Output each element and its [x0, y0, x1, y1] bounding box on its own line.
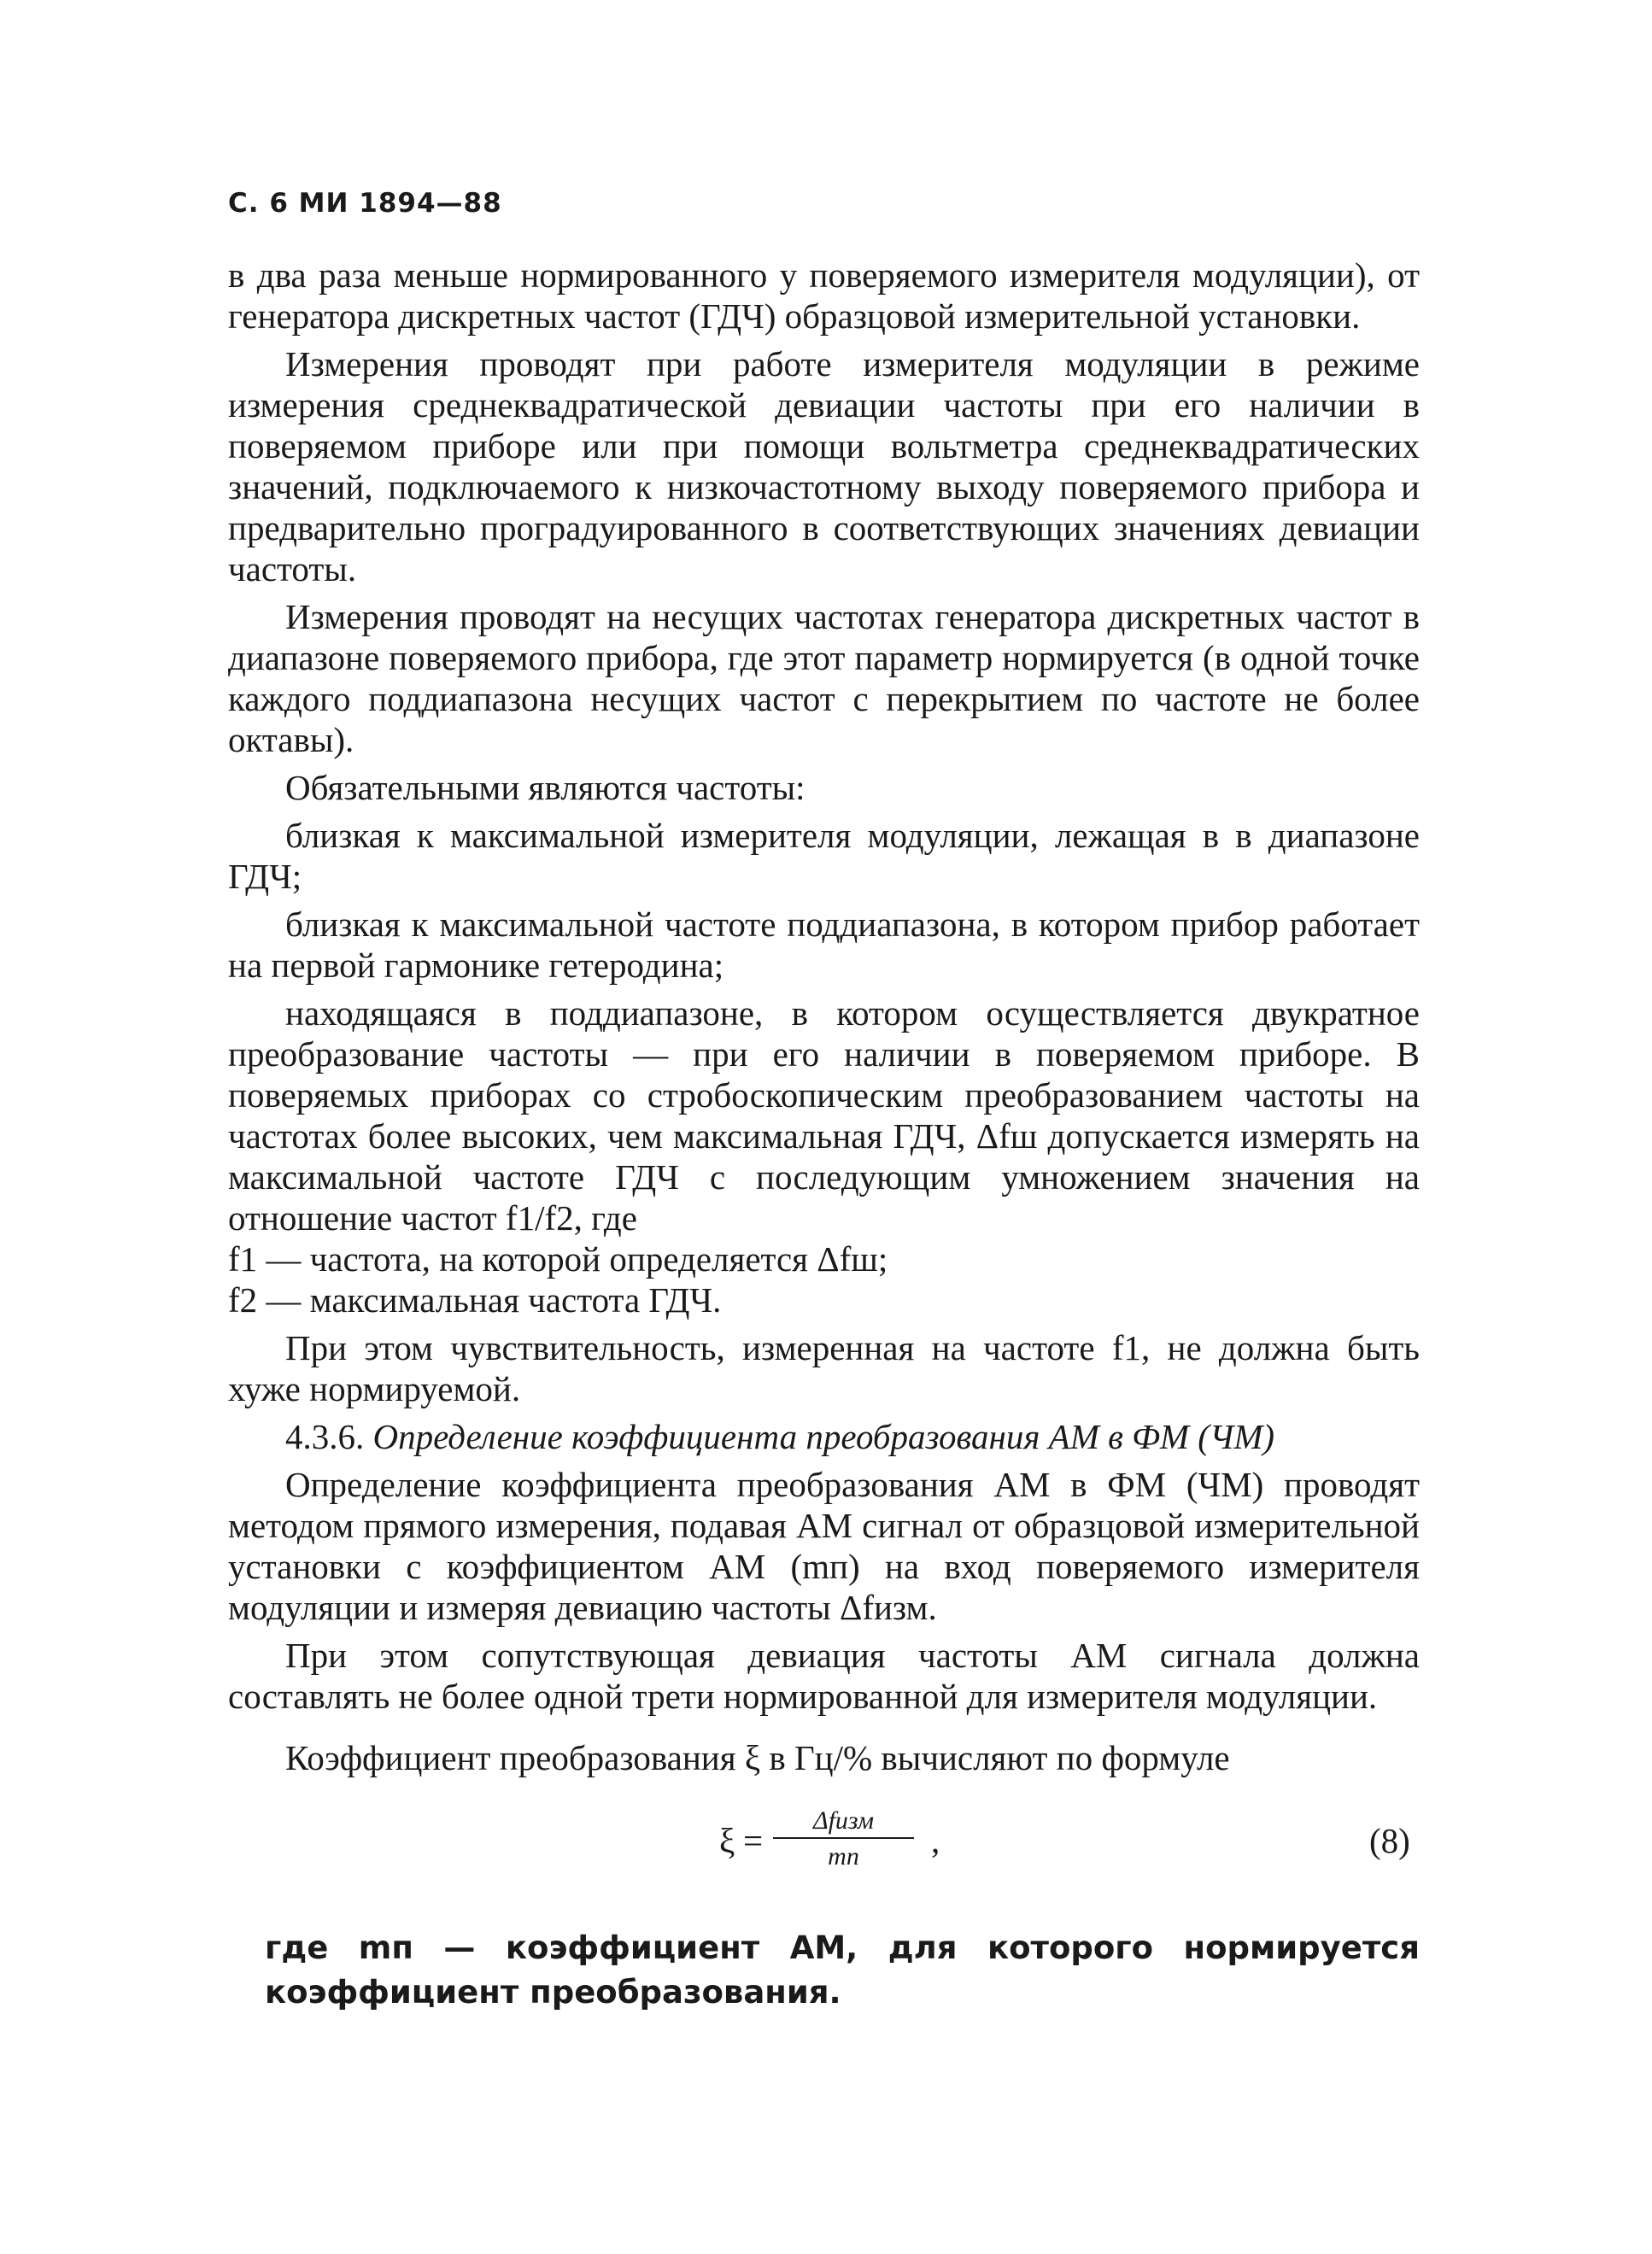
paragraph: Определение коэффициента преобразования АМ в ФМ (ЧМ) проводят методом прямого измерения, подавая АМ сигнал от образцовой измерительной установки с коэффициентом АМ (mп) на вход поверяемого измерителя модуляции и измеряя девиацию частоты Δfизм. — [228, 1465, 1420, 1627]
page-header: С. 6 МИ 1894—88 — [228, 188, 502, 219]
subsection-heading — [228, 1416, 1420, 1457]
list-item: находящаяся в поддиапазоне, в котором осуществляется двукратное преобразование частоты — при его наличии в поверяемом приборе. В поверяемых приборах со стробоскопическим преобразованием частоты на частотах более высоких, чем максимальная ГДЧ, Δfш допускается измерять на максимальной частоте ГДЧ с последующим умножением значения на отношение частот f1/f2, где — [228, 993, 1420, 1238]
subsection-number: 4.3.6. — [285, 1417, 365, 1456]
paragraph: Обязательными являются частоты: — [285, 768, 805, 807]
fraction-bar — [773, 1837, 914, 1839]
formula-where-clause: где mп — коэффициент АМ, для которого нормируется коэффициент преобразования. — [265, 1929, 1420, 2011]
formula-numerator: Δfизм — [812, 1806, 875, 1835]
formula-equals: = — [743, 1821, 764, 1860]
formula-comma: , — [931, 1821, 940, 1860]
body-text — [228, 255, 1420, 1778]
subsection-title: Определение коэффициента преобразования АМ в ФМ (ЧМ) — [372, 1417, 1275, 1456]
paragraph: в два раза меньше нормированного у поверяемого измерителя модуляции), от генератора дискретных частот (ГДЧ) образцовой измерительной установки. — [228, 255, 1420, 336]
list-item: близкая к максимальной частоте поддиапазона, в котором прибор работает на первой гармонике гетеродина; — [228, 905, 1420, 985]
paragraph: Измерения проводят на несущих частотах генератора дискретных частот в диапазоне поверяемого прибора, где этот параметр нормируется (в одной точке каждого поддиапазона несущих частот с перекрытием по частоте не более октавы). — [228, 597, 1420, 759]
paragraph: Измерения проводят при работе измерителя модуляции в режиме измерения среднеквадратической девиации частоты при его наличии в поверяемом приборе или при помощи вольтметра среднеквадратических значений, подключаемого к низкочастотному выходу поверяемого прибора и предварительно проградуированного в соответствующих значениях девиации частоты. — [228, 344, 1420, 588]
paragraph: При этом чувствительность, измеренная на частоте f1, не должна быть хуже нормируемой. — [228, 1328, 1420, 1408]
list-item: близкая к максимальной измерителя модуляции, лежащая в в диапазоне ГДЧ; — [228, 816, 1420, 896]
formula-denominator: mп — [828, 1842, 859, 1871]
formula-lhs: ξ — [719, 1821, 735, 1860]
definition-line: f1 — частота, на которой определяется Δfш; — [228, 1239, 888, 1279]
paragraph: При этом сопутствующая девиация частоты АМ сигнала должна составлять не более одной трети нормированной для измерителя модуляции. — [228, 1636, 1420, 1716]
paragraph: Коэффициент преобразования ξ в Гц/% вычисляют по формуле — [285, 1738, 1230, 1777]
equation-number: (8) — [1369, 1821, 1410, 1860]
formula-fraction — [773, 1806, 914, 1871]
definition-line: f2 — максимальная частота ГДЧ. — [228, 1280, 722, 1320]
formula-8 — [0, 1798, 1652, 1892]
